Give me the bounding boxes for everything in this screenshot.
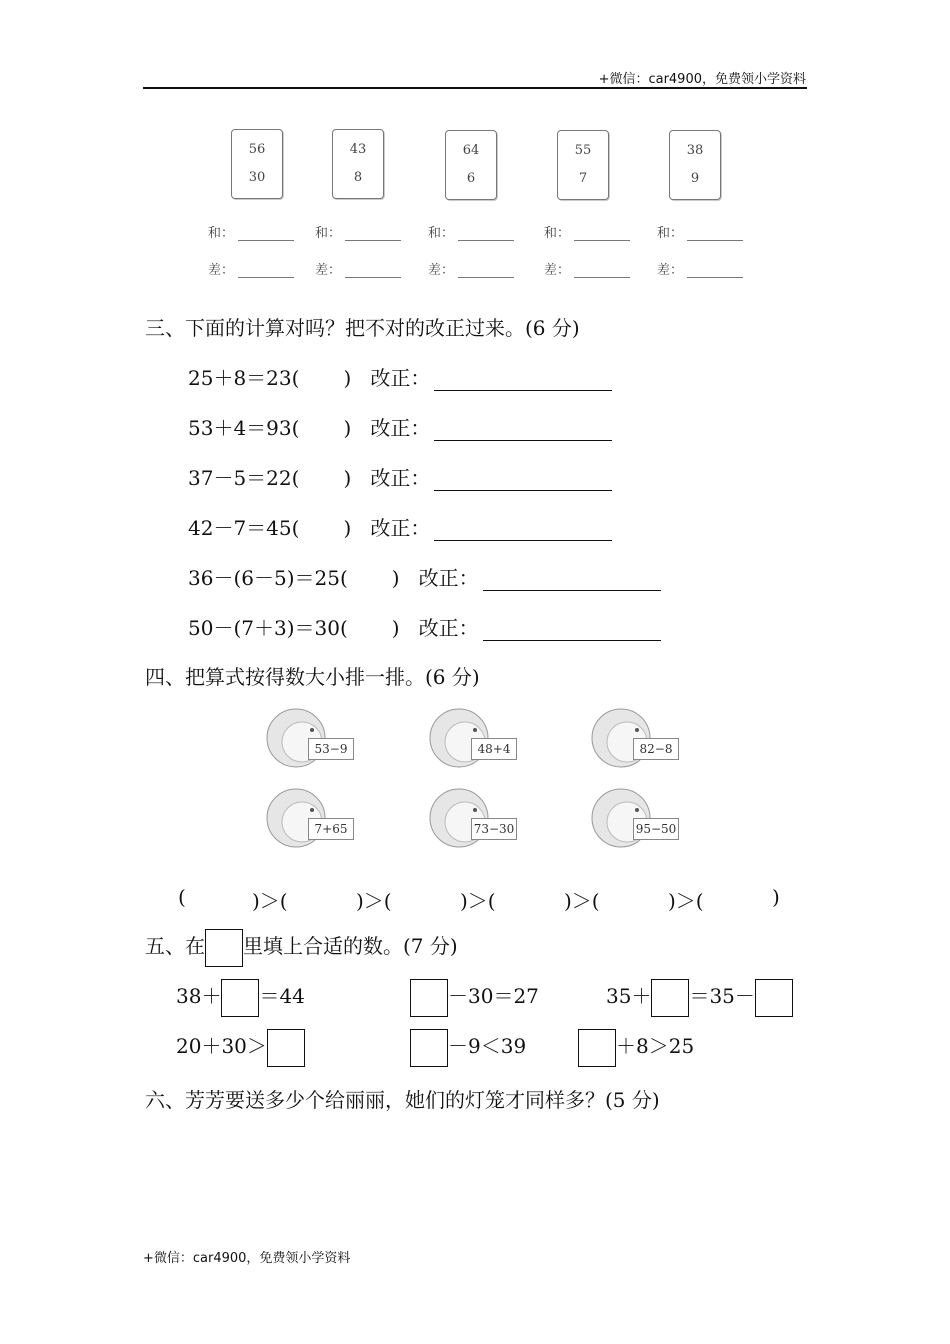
section-5-title [145,926,458,967]
sum-blank-4[interactable] [544,222,630,241]
diff-label: 差： [657,263,684,278]
diff-blank-1[interactable] [208,259,294,278]
answer-box[interactable] [221,979,259,1017]
close-paren: ) [343,466,352,490]
section-6-title: 六、芳芳要送多少个给丽丽，她们的灯笼才同样多？(5 分) [145,1088,660,1112]
order-sep[interactable]: )＞( [252,889,288,913]
fix-blank[interactable] [483,570,661,591]
header-rule [143,87,807,89]
expression-label: 53−9 [308,738,354,760]
expression-label: 95−50 [633,818,679,840]
order-sep[interactable]: )＞( [460,889,496,913]
card-top-number: 43 [349,142,367,157]
number-card [231,129,283,199]
eq-text: 35＋ [606,984,652,1008]
card-bottom-number: 30 [248,170,266,185]
sum-blank-3[interactable] [428,222,514,241]
eq-text: 20＋30＞ [176,1034,267,1058]
check-equation-2 [188,412,612,441]
answer-box[interactable] [651,979,689,1017]
title-part-a: 五、在 [145,934,205,958]
sum-label: 和： [428,226,455,241]
diff-label: 差： [208,263,235,278]
close-paren: ) [343,366,352,390]
sum-blank-1[interactable] [208,222,294,241]
fix-blank[interactable] [434,520,612,541]
expression-label: 7+65 [308,818,354,840]
hedgehog-card [266,786,366,852]
diff-label: 差： [315,263,342,278]
eq-text: ＝35－ [689,984,755,1008]
diff-label: 差： [428,263,455,278]
card-top-number: 38 [686,143,704,158]
eq-text: 38＋ [176,984,222,1008]
equation-text: 25＋8＝23( [188,366,300,390]
sum-label: 和： [208,226,235,241]
order-close: ) [772,885,780,909]
order-sep[interactable]: )＞( [564,889,600,913]
fix-label: 改正： [370,366,431,390]
equation-text: 42－7＝45( [188,516,300,540]
equation-text: 37－5＝22( [188,466,300,490]
fill-equation-2 [410,976,539,1017]
order-sep[interactable]: )＞( [668,889,704,913]
eq-text: ＝44 [259,984,305,1008]
fix-label: 改正： [370,416,431,440]
close-paren: ) [343,416,352,440]
fill-equation-3 [606,976,793,1017]
eq-text: －30＝27 [448,984,539,1008]
sum-label: 和： [315,226,342,241]
sum-blank-5[interactable] [657,222,743,241]
sum-label: 和： [544,226,571,241]
fix-label: 改正： [418,566,479,590]
hedgehog-card [591,786,691,852]
title-part-b: 里填上合适的数。(7 分) [243,934,458,958]
order-sep[interactable]: )＞( [356,889,392,913]
expression-label: 48+4 [471,738,517,760]
fill-equation-6 [578,1026,694,1067]
answer-box[interactable] [578,1029,616,1067]
check-equation-4 [188,512,612,541]
close-paren: ) [391,566,400,590]
section-3-title: 三、下面的计算对吗？把不对的改正过来。(6 分) [145,316,580,340]
answer-box[interactable] [410,1029,448,1067]
hedgehog-card [591,706,691,772]
check-equation-3 [188,462,612,491]
check-equation-1 [188,362,612,391]
sum-blank-2[interactable] [315,222,401,241]
check-equation-5 [188,562,661,591]
diff-blank-3[interactable] [428,259,514,278]
answer-box[interactable] [755,979,793,1017]
section-4-title: 四、把算式按得数大小排一排。(6 分) [145,665,480,689]
fix-blank[interactable] [434,420,612,441]
answer-box[interactable] [410,979,448,1017]
box-icon [205,929,243,967]
equation-text: 36－(6－5)＝25( [188,566,348,590]
number-card [669,130,721,200]
fix-blank[interactable] [434,470,612,491]
number-card [557,130,609,200]
fill-equation-1 [176,976,305,1017]
check-equation-6 [188,612,661,641]
fill-equation-5 [410,1026,526,1067]
fix-blank[interactable] [483,620,661,641]
fix-label: 改正： [370,466,431,490]
fix-blank[interactable] [434,370,612,391]
fix-label: 改正： [370,516,431,540]
card-bottom-number: 8 [353,170,363,185]
hedgehog-card [429,706,529,772]
hedgehog-card [266,706,366,772]
card-top-number: 64 [462,143,480,158]
card-bottom-number: 6 [466,171,476,186]
close-paren: ) [391,616,400,640]
diff-blank-2[interactable] [315,259,401,278]
card-top-number: 55 [574,143,592,158]
card-top-number: 56 [248,142,266,157]
number-card [332,129,384,199]
eq-text: ＋8＞25 [616,1034,695,1058]
card-bottom-number: 9 [690,171,700,186]
hedgehog-card [429,786,529,852]
diff-blank-5[interactable] [657,259,743,278]
expression-label: 73−30 [471,818,517,840]
diff-label: 差： [544,263,571,278]
equation-text: 50－(7＋3)＝30( [188,616,348,640]
expression-label: 82−8 [633,738,679,760]
sum-label: 和： [657,226,684,241]
header-watermark: +微信：car4900，免费领小学资料 [598,72,806,87]
diff-blank-4[interactable] [544,259,630,278]
close-paren: ) [343,516,352,540]
fill-equation-4 [176,1026,305,1067]
order-open: ( [178,885,186,909]
answer-box[interactable] [267,1029,305,1067]
eq-text: －9＜39 [448,1034,527,1058]
footer-watermark: +微信：car4900，免费领小学资料 [143,1251,351,1266]
fix-label: 改正： [418,616,479,640]
number-card [445,130,497,200]
card-bottom-number: 7 [578,171,588,186]
equation-text: 53＋4＝93( [188,416,300,440]
